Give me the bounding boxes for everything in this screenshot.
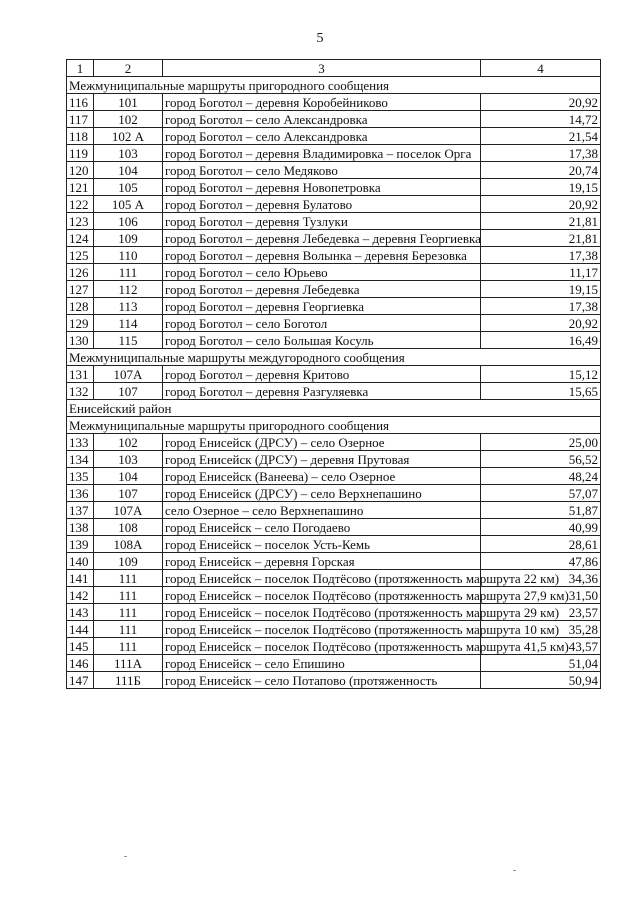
route-number: 111А	[94, 655, 163, 672]
route-number: 111	[94, 638, 163, 655]
route-name: город Енисейск – поселок Подтёсово (протяженность маршрута 29 км)	[163, 604, 481, 621]
route-value: 35,28	[481, 621, 601, 638]
route-number: 107	[94, 485, 163, 502]
table-row	[67, 485, 601, 502]
row-number: 136	[67, 485, 94, 502]
route-name: город Боготол – деревня Коробейниково	[163, 94, 481, 111]
route-value: 43,57	[481, 638, 601, 655]
route-value: 25,00	[481, 434, 601, 451]
row-number: 125	[67, 247, 94, 264]
row-number: 118	[67, 128, 94, 145]
section-header-row	[67, 349, 601, 366]
row-number: 130	[67, 332, 94, 349]
route-name: город Енисейск – село Потапово (протяженность	[163, 672, 481, 689]
row-number: 119	[67, 145, 94, 162]
row-number: 144	[67, 621, 94, 638]
table-row	[67, 621, 601, 638]
route-number: 109	[94, 553, 163, 570]
route-name: город Боготол – деревня Тузлуки	[163, 213, 481, 230]
route-number: 103	[94, 145, 163, 162]
route-number: 102 А	[94, 128, 163, 145]
row-number: 133	[67, 434, 94, 451]
table-row	[67, 502, 601, 519]
route-value: 15,12	[481, 366, 601, 383]
row-number: 147	[67, 672, 94, 689]
route-value: 34,36	[481, 570, 601, 587]
row-number: 129	[67, 315, 94, 332]
route-number: 103	[94, 451, 163, 468]
route-value: 17,38	[481, 247, 601, 264]
row-number: 134	[67, 451, 94, 468]
route-number: 101	[94, 94, 163, 111]
header-col-1: 1	[67, 60, 94, 77]
route-number: 109	[94, 230, 163, 247]
row-number: 127	[67, 281, 94, 298]
route-value: 15,65	[481, 383, 601, 400]
route-name: город Боготол – деревня Критово	[163, 366, 481, 383]
section-title: Межмуниципальные маршруты пригородного сообщения	[67, 417, 601, 434]
table-row	[67, 196, 601, 213]
route-value: 47,86	[481, 553, 601, 570]
route-name: город Енисейск – поселок Подтёсово (протяженность маршрута 10 км)	[163, 621, 481, 638]
table-row	[67, 604, 601, 621]
table-row	[67, 94, 601, 111]
route-number: 102	[94, 111, 163, 128]
scan-speck	[124, 856, 127, 857]
table-row	[67, 366, 601, 383]
row-number: 122	[67, 196, 94, 213]
section-header-row	[67, 417, 601, 434]
table-row	[67, 332, 601, 349]
row-number: 146	[67, 655, 94, 672]
route-value: 19,15	[481, 281, 601, 298]
route-value: 31,50	[481, 587, 601, 604]
route-number: 111	[94, 621, 163, 638]
table-row	[67, 553, 601, 570]
header-col-4: 4	[481, 60, 601, 77]
route-value: 23,57	[481, 604, 601, 621]
section-title: Межмуниципальные маршруты пригородного сообщения	[67, 77, 601, 94]
route-number: 107А	[94, 502, 163, 519]
table-row	[67, 570, 601, 587]
row-number: 140	[67, 553, 94, 570]
row-number: 137	[67, 502, 94, 519]
route-value: 17,38	[481, 145, 601, 162]
route-value: 20,92	[481, 196, 601, 213]
route-value: 21,81	[481, 213, 601, 230]
row-number: 132	[67, 383, 94, 400]
route-name: город Боготол – деревня Георгиевка	[163, 298, 481, 315]
route-name: город Енисейск – село Епишино	[163, 655, 481, 672]
scan-speck	[513, 870, 516, 871]
table-row	[67, 230, 601, 247]
table-row	[67, 434, 601, 451]
table-row	[67, 587, 601, 604]
route-name: город Боготол – село Юрьево	[163, 264, 481, 281]
route-value: 19,15	[481, 179, 601, 196]
row-number: 139	[67, 536, 94, 553]
route-name: город Боготол – село Боготол	[163, 315, 481, 332]
row-number: 124	[67, 230, 94, 247]
route-value: 48,24	[481, 468, 601, 485]
route-value: 51,04	[481, 655, 601, 672]
route-name: город Боготол – деревня Булатово	[163, 196, 481, 213]
header-col-2: 2	[94, 60, 163, 77]
route-value: 56,52	[481, 451, 601, 468]
table-row	[67, 247, 601, 264]
table-row	[67, 128, 601, 145]
route-number: 106	[94, 213, 163, 230]
route-name: город Енисейск – поселок Усть-Кемь	[163, 536, 481, 553]
route-value: 11,17	[481, 264, 601, 281]
route-number: 115	[94, 332, 163, 349]
route-name: город Енисейск (ДРСУ) – село Верхнепашино	[163, 485, 481, 502]
table-header-row	[67, 60, 601, 77]
route-name: город Боготол – село Александровка	[163, 128, 481, 145]
table-row	[67, 536, 601, 553]
route-value: 21,54	[481, 128, 601, 145]
route-number: 112	[94, 281, 163, 298]
section-header-row	[67, 400, 601, 417]
route-value: 20,92	[481, 315, 601, 332]
route-number: 108А	[94, 536, 163, 553]
row-number: 145	[67, 638, 94, 655]
table-row	[67, 298, 601, 315]
route-name: город Боготол – село Большая Косуль	[163, 332, 481, 349]
route-name: город Боготол – деревня Волынка – деревня Березовка	[163, 247, 481, 264]
table-row	[67, 145, 601, 162]
route-name: город Енисейск – деревня Горская	[163, 553, 481, 570]
row-number: 135	[67, 468, 94, 485]
row-number: 141	[67, 570, 94, 587]
route-number: 105	[94, 179, 163, 196]
route-name: город Боготол – село Александровка	[163, 111, 481, 128]
route-number: 111	[94, 264, 163, 281]
route-value: 57,07	[481, 485, 601, 502]
table-row	[67, 672, 601, 689]
row-number: 121	[67, 179, 94, 196]
route-number: 105 А	[94, 196, 163, 213]
page-number: 5	[316, 31, 324, 46]
route-name: город Енисейск – поселок Подтёсово (протяженность маршрута 27,9 км)	[163, 587, 481, 604]
route-value: 20,92	[481, 94, 601, 111]
header-col-3: 3	[163, 60, 481, 77]
route-value: 17,38	[481, 298, 601, 315]
route-name: город Енисейск – село Погодаево	[163, 519, 481, 536]
row-number: 120	[67, 162, 94, 179]
route-number: 107	[94, 383, 163, 400]
row-number: 142	[67, 587, 94, 604]
table-row	[67, 468, 601, 485]
route-name: город Боготол – деревня Лебедевка	[163, 281, 481, 298]
route-name: село Озерное – село Верхнепашино	[163, 502, 481, 519]
row-number: 138	[67, 519, 94, 536]
route-number: 111	[94, 604, 163, 621]
table-row	[67, 264, 601, 281]
row-number: 126	[67, 264, 94, 281]
table-row	[67, 519, 601, 536]
route-number: 107А	[94, 366, 163, 383]
table-row	[67, 638, 601, 655]
route-number: 104	[94, 162, 163, 179]
route-number: 104	[94, 468, 163, 485]
row-number: 123	[67, 213, 94, 230]
table-row	[67, 179, 601, 196]
route-value: 16,49	[481, 332, 601, 349]
route-value: 14,72	[481, 111, 601, 128]
section-title: Енисейский район	[67, 400, 601, 417]
row-number: 128	[67, 298, 94, 315]
route-number: 110	[94, 247, 163, 264]
route-name: город Енисейск – поселок Подтёсово (протяженность маршрута 22 км)	[163, 570, 481, 587]
route-number: 114	[94, 315, 163, 332]
route-number: 102	[94, 434, 163, 451]
route-name: город Енисейск (ДРСУ) – село Озерное	[163, 434, 481, 451]
route-number: 111Б	[94, 672, 163, 689]
route-name: город Боготол – село Медяково	[163, 162, 481, 179]
table-row	[67, 111, 601, 128]
route-name: город Енисейск (ДРСУ) – деревня Прутовая	[163, 451, 481, 468]
route-value: 50,94	[481, 672, 601, 689]
route-number: 111	[94, 587, 163, 604]
table-row	[67, 451, 601, 468]
route-name: город Енисейск (Ванеева) – село Озерное	[163, 468, 481, 485]
route-value: 51,87	[481, 502, 601, 519]
table-row	[67, 213, 601, 230]
table-row	[67, 383, 601, 400]
routes-table	[66, 59, 601, 689]
table-row	[67, 315, 601, 332]
route-value: 21,81	[481, 230, 601, 247]
row-number: 143	[67, 604, 94, 621]
table-row	[67, 655, 601, 672]
table-row	[67, 281, 601, 298]
table-row	[67, 162, 601, 179]
route-name: город Боготол – деревня Новопетровка	[163, 179, 481, 196]
section-title: Межмуниципальные маршруты междугородного сообщения	[67, 349, 601, 366]
route-number: 113	[94, 298, 163, 315]
row-number: 131	[67, 366, 94, 383]
row-number: 116	[67, 94, 94, 111]
route-name: город Боготол – деревня Разгуляевка	[163, 383, 481, 400]
route-number: 111	[94, 570, 163, 587]
route-value: 40,99	[481, 519, 601, 536]
route-value: 20,74	[481, 162, 601, 179]
route-name: город Боготол – деревня Владимировка – поселок Орга	[163, 145, 481, 162]
route-name: город Боготол – деревня Лебедевка – деревня Георгиевка	[163, 230, 481, 247]
row-number: 117	[67, 111, 94, 128]
route-value: 28,61	[481, 536, 601, 553]
route-number: 108	[94, 519, 163, 536]
route-name: город Енисейск – поселок Подтёсово (протяженность маршрута 41,5 км)	[163, 638, 481, 655]
section-header-row	[67, 77, 601, 94]
